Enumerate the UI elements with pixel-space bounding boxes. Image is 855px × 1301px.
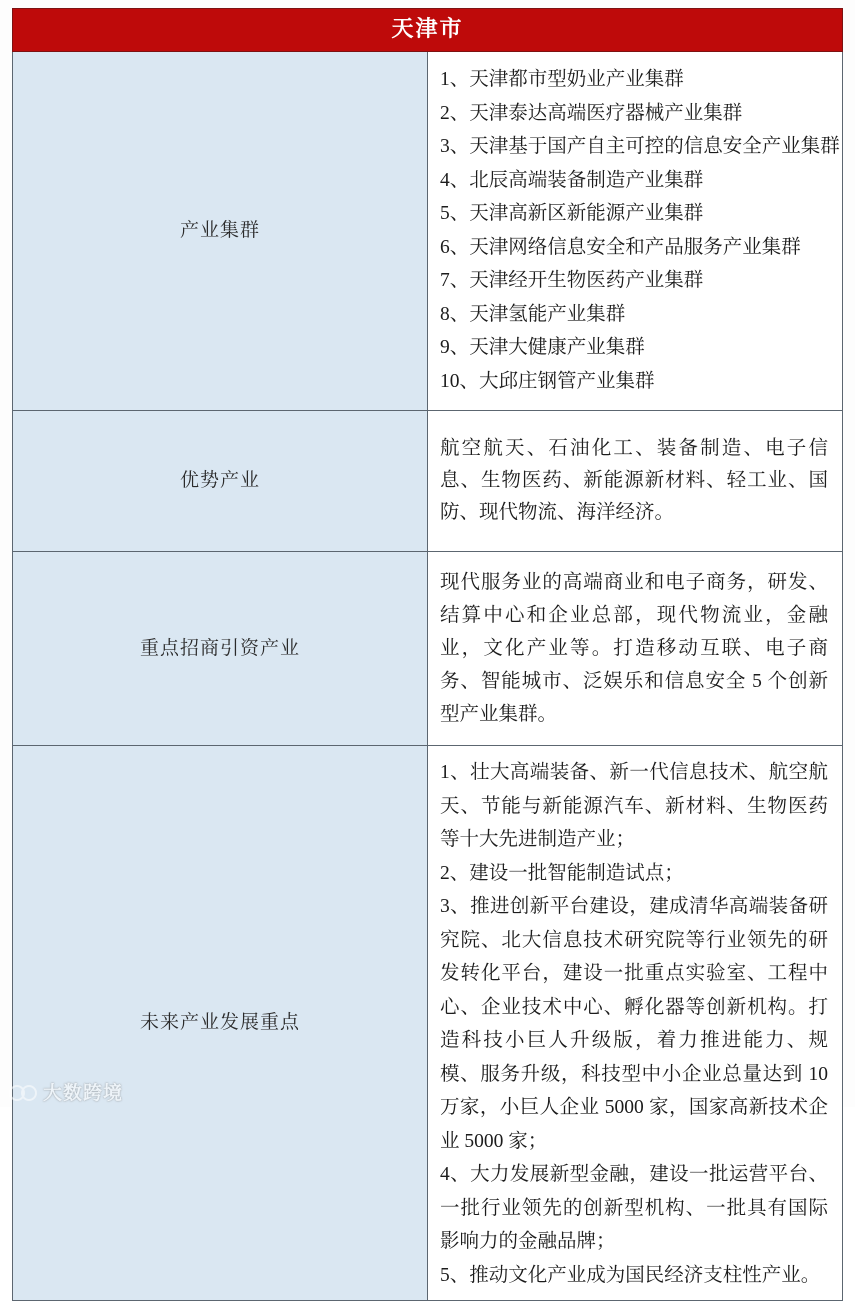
paragraph: 1、壮大高端装备、新一代信息技术、航空航天、节能与新能源汽车、新材料、生物医药等十大先进制造产业； (440, 762, 828, 850)
paragraph: 3、推进创新平台建设，建成清华高端装备研究院、北大信息技术研究院等行业领先的研发转化平台，建设一批重点实验室、工程中心、企业技术中心、孵化器等创新机构。打造科技小巨人升级版，着力推进能力、规模、服务升级，科技型中小企业总量达到 10 万家，小巨人企业 5000 家，国家高新技术企业 5000 家； (440, 896, 828, 1152)
table-row (13, 746, 843, 1301)
paragraph: 5、推动文化产业成为国民经济支柱性产业。 (440, 1264, 821, 1286)
cluster-list (440, 63, 840, 398)
list-item: 10、大邱庄钢管产业集群 (440, 370, 655, 392)
row-content-key-investment-industries (428, 552, 843, 746)
tianjin-industry-table (12, 8, 843, 1301)
row-content-advantage-industries (428, 411, 843, 552)
paragraph: 航空航天、石油化工、装备制造、电子信息、生物医药、新能源新材料、轻工业、国防、现代物流、海洋经济。 (440, 438, 828, 523)
list-item: 5、天津高新区新能源产业集群 (440, 203, 704, 224)
paragraph: 现代服务业的高端商业和电子商务，研发、结算中心和企业总部，现代物流业，金融业，文化产业等。打造移动互联、电子商务、智能城市、泛娱乐和信息安全 5 个创新型产业集群。 (440, 572, 828, 725)
row-content-industry-clusters (428, 52, 843, 411)
table-row (13, 552, 843, 746)
watermark-label: 大数跨境 (43, 1083, 124, 1104)
row-label-advantage-industries: 优势产业 (13, 411, 428, 552)
list-item: 8、天津氢能产业集群 (440, 303, 626, 325)
row-content-future-industry-focus (428, 746, 843, 1301)
row-label-industry-clusters: 产业集群 (13, 52, 428, 411)
table-row (13, 411, 843, 552)
row-label-key-investment-industries: 重点招商引资产业 (13, 552, 428, 746)
list-item: 1、天津都市型奶业产业集群 (440, 69, 684, 90)
list-item: 2、天津泰达高端医疗器械产业集群 (440, 102, 743, 124)
row-label-future-industry-focus: 未来产业发展重点 (13, 746, 428, 1301)
table-header-row (13, 9, 843, 52)
list-item: 3、天津基于国产自主可控的信息安全产业集群 (440, 136, 840, 157)
paragraph: 2、建设一批智能制造试点； (440, 862, 684, 884)
list-item: 4、北辰高端装备制造产业集群 (440, 169, 704, 191)
list-item: 9、天津大健康产业集群 (440, 337, 645, 358)
table-container (12, 8, 843, 1301)
page-title: 天津市 (13, 9, 843, 52)
paragraph: 4、大力发展新型金融，建设一批运营平台、一批行业领先的创新型机构、一批具有国际影响力的金融品牌； (440, 1164, 828, 1252)
list-item: 7、天津经开生物医药产业集群 (440, 270, 704, 291)
table-row (13, 52, 843, 411)
list-item: 6、天津网络信息安全和产品服务产业集群 (440, 236, 801, 258)
